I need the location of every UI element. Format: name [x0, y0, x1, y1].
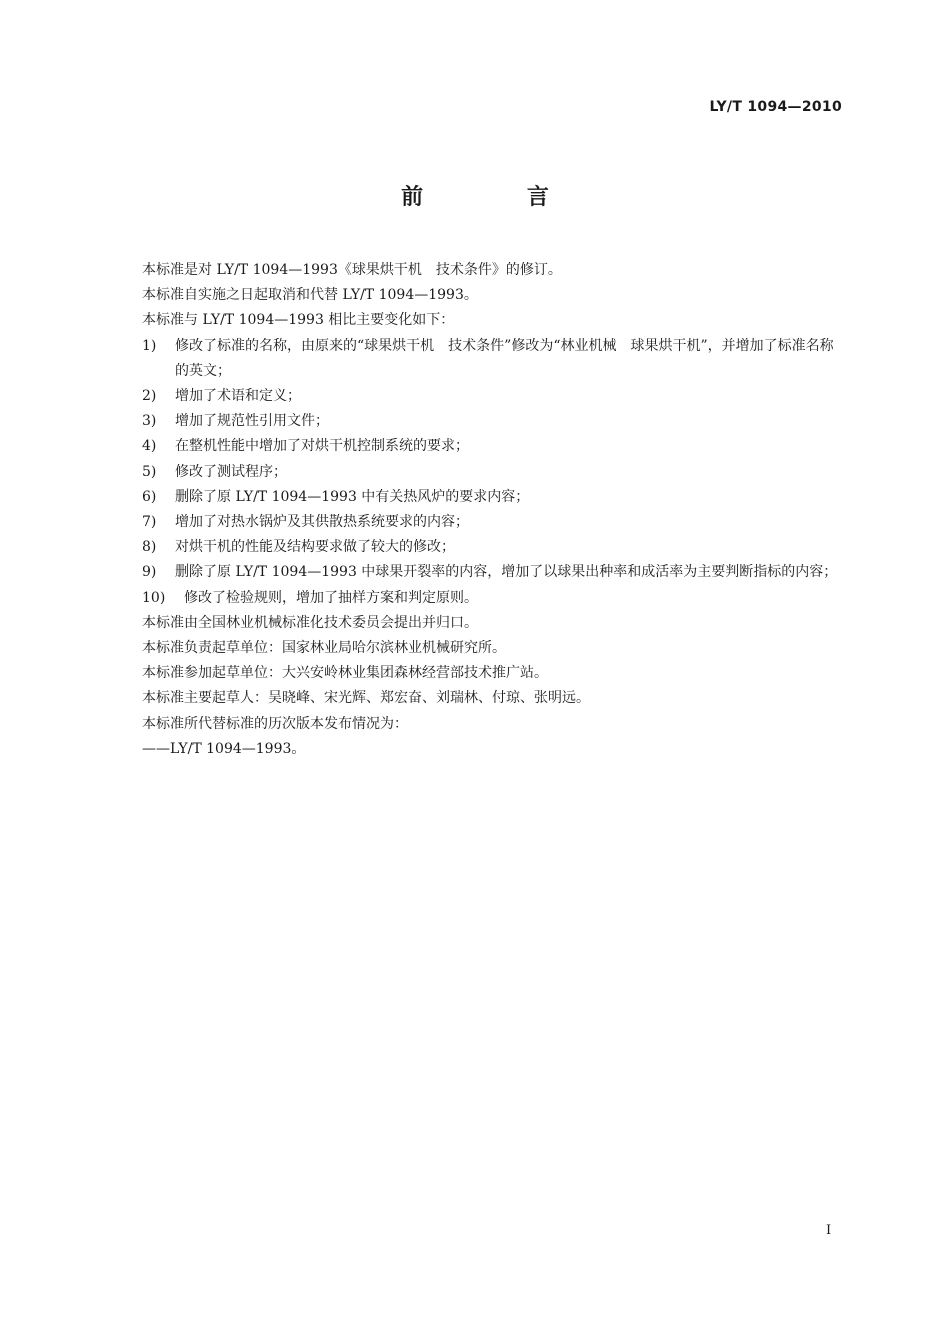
change-item: [142, 460, 844, 485]
change-number: 6): [142, 488, 157, 505]
closing-paragraph: 本标准由全国林业机械标准化技术委员会提出并归口。: [142, 614, 478, 631]
change-number: 10): [142, 589, 166, 606]
closing-paragraph: 本标准主要起草人：吴晓峰、宋光辉、郑宏奋、刘瑞林、付琼、张明远。: [142, 690, 590, 707]
change-text: 增加了对热水锅炉及其供散热系统要求的内容；: [175, 514, 469, 531]
change-number: 4): [142, 438, 157, 455]
foreword-body: [142, 258, 844, 762]
change-text: 删除了原 LY/T 1094—1993 中球果开裂率的内容，增加了以球果出种率和成活率为主要判断指标的内容；: [175, 564, 838, 581]
change-item: [142, 560, 844, 585]
page-number: I: [826, 1223, 832, 1238]
page-title: 前 言: [401, 185, 597, 210]
closing-paragraph: 本标准参加起草单位：大兴安岭林业集团森林经营部技术推广站。: [142, 665, 548, 682]
intro-paragraph: 本标准是对 LY/T 1094—1993《球果烘干机 技术条件》的修订。: [142, 262, 562, 278]
change-text: 增加了术语和定义；: [175, 388, 301, 405]
change-number: 7): [142, 514, 157, 531]
standard-code: LY/T 1094—2010: [709, 99, 842, 115]
change-item: [142, 384, 844, 409]
change-item: [142, 535, 844, 560]
intro-paragraph: 本标准与 LY/T 1094—1993 相比主要变化如下：: [142, 312, 455, 329]
change-number: 2): [142, 388, 157, 405]
change-item: [142, 434, 844, 459]
change-number: 8): [142, 539, 157, 556]
change-text: 修改了测试程序；: [175, 463, 287, 480]
change-text: 对烘干机的性能及结构要求做了较大的修改；: [175, 539, 455, 556]
change-item: [142, 586, 844, 611]
change-number: 5): [142, 463, 157, 480]
change-number: 3): [142, 413, 157, 430]
change-item: [142, 409, 844, 434]
closing-paragraph: 本标准负责起草单位：国家林业局哈尔滨林业机械研究所。: [142, 640, 506, 657]
change-text: 删除了原 LY/T 1094—1993 中有关热风炉的要求内容；: [175, 488, 530, 505]
intro-paragraph: 本标准自实施之日起取消和代替 LY/T 1094—1993。: [142, 287, 478, 304]
change-item: [142, 334, 844, 384]
change-item: [142, 510, 844, 535]
closing-paragraph: 本标准所代替标准的历次版本发布情况为：: [142, 715, 408, 732]
change-number: 9): [142, 564, 157, 581]
change-item: [142, 485, 844, 510]
change-text: 修改了检验规则，增加了抽样方案和判定原则。: [184, 589, 478, 606]
change-text: 在整机性能中增加了对烘干机控制系统的要求；: [175, 438, 469, 455]
superseded-edition: ——LY/T 1094—1993。: [142, 740, 306, 757]
change-text: 增加了规范性引用文件；: [175, 413, 329, 430]
change-number: 1): [142, 337, 157, 354]
change-text: 修改了标准的名称，由原来的“球果烘干机 技术条件”修改为“林业机械 球果烘干机”，并增加了标准名称的英文；: [175, 337, 834, 379]
